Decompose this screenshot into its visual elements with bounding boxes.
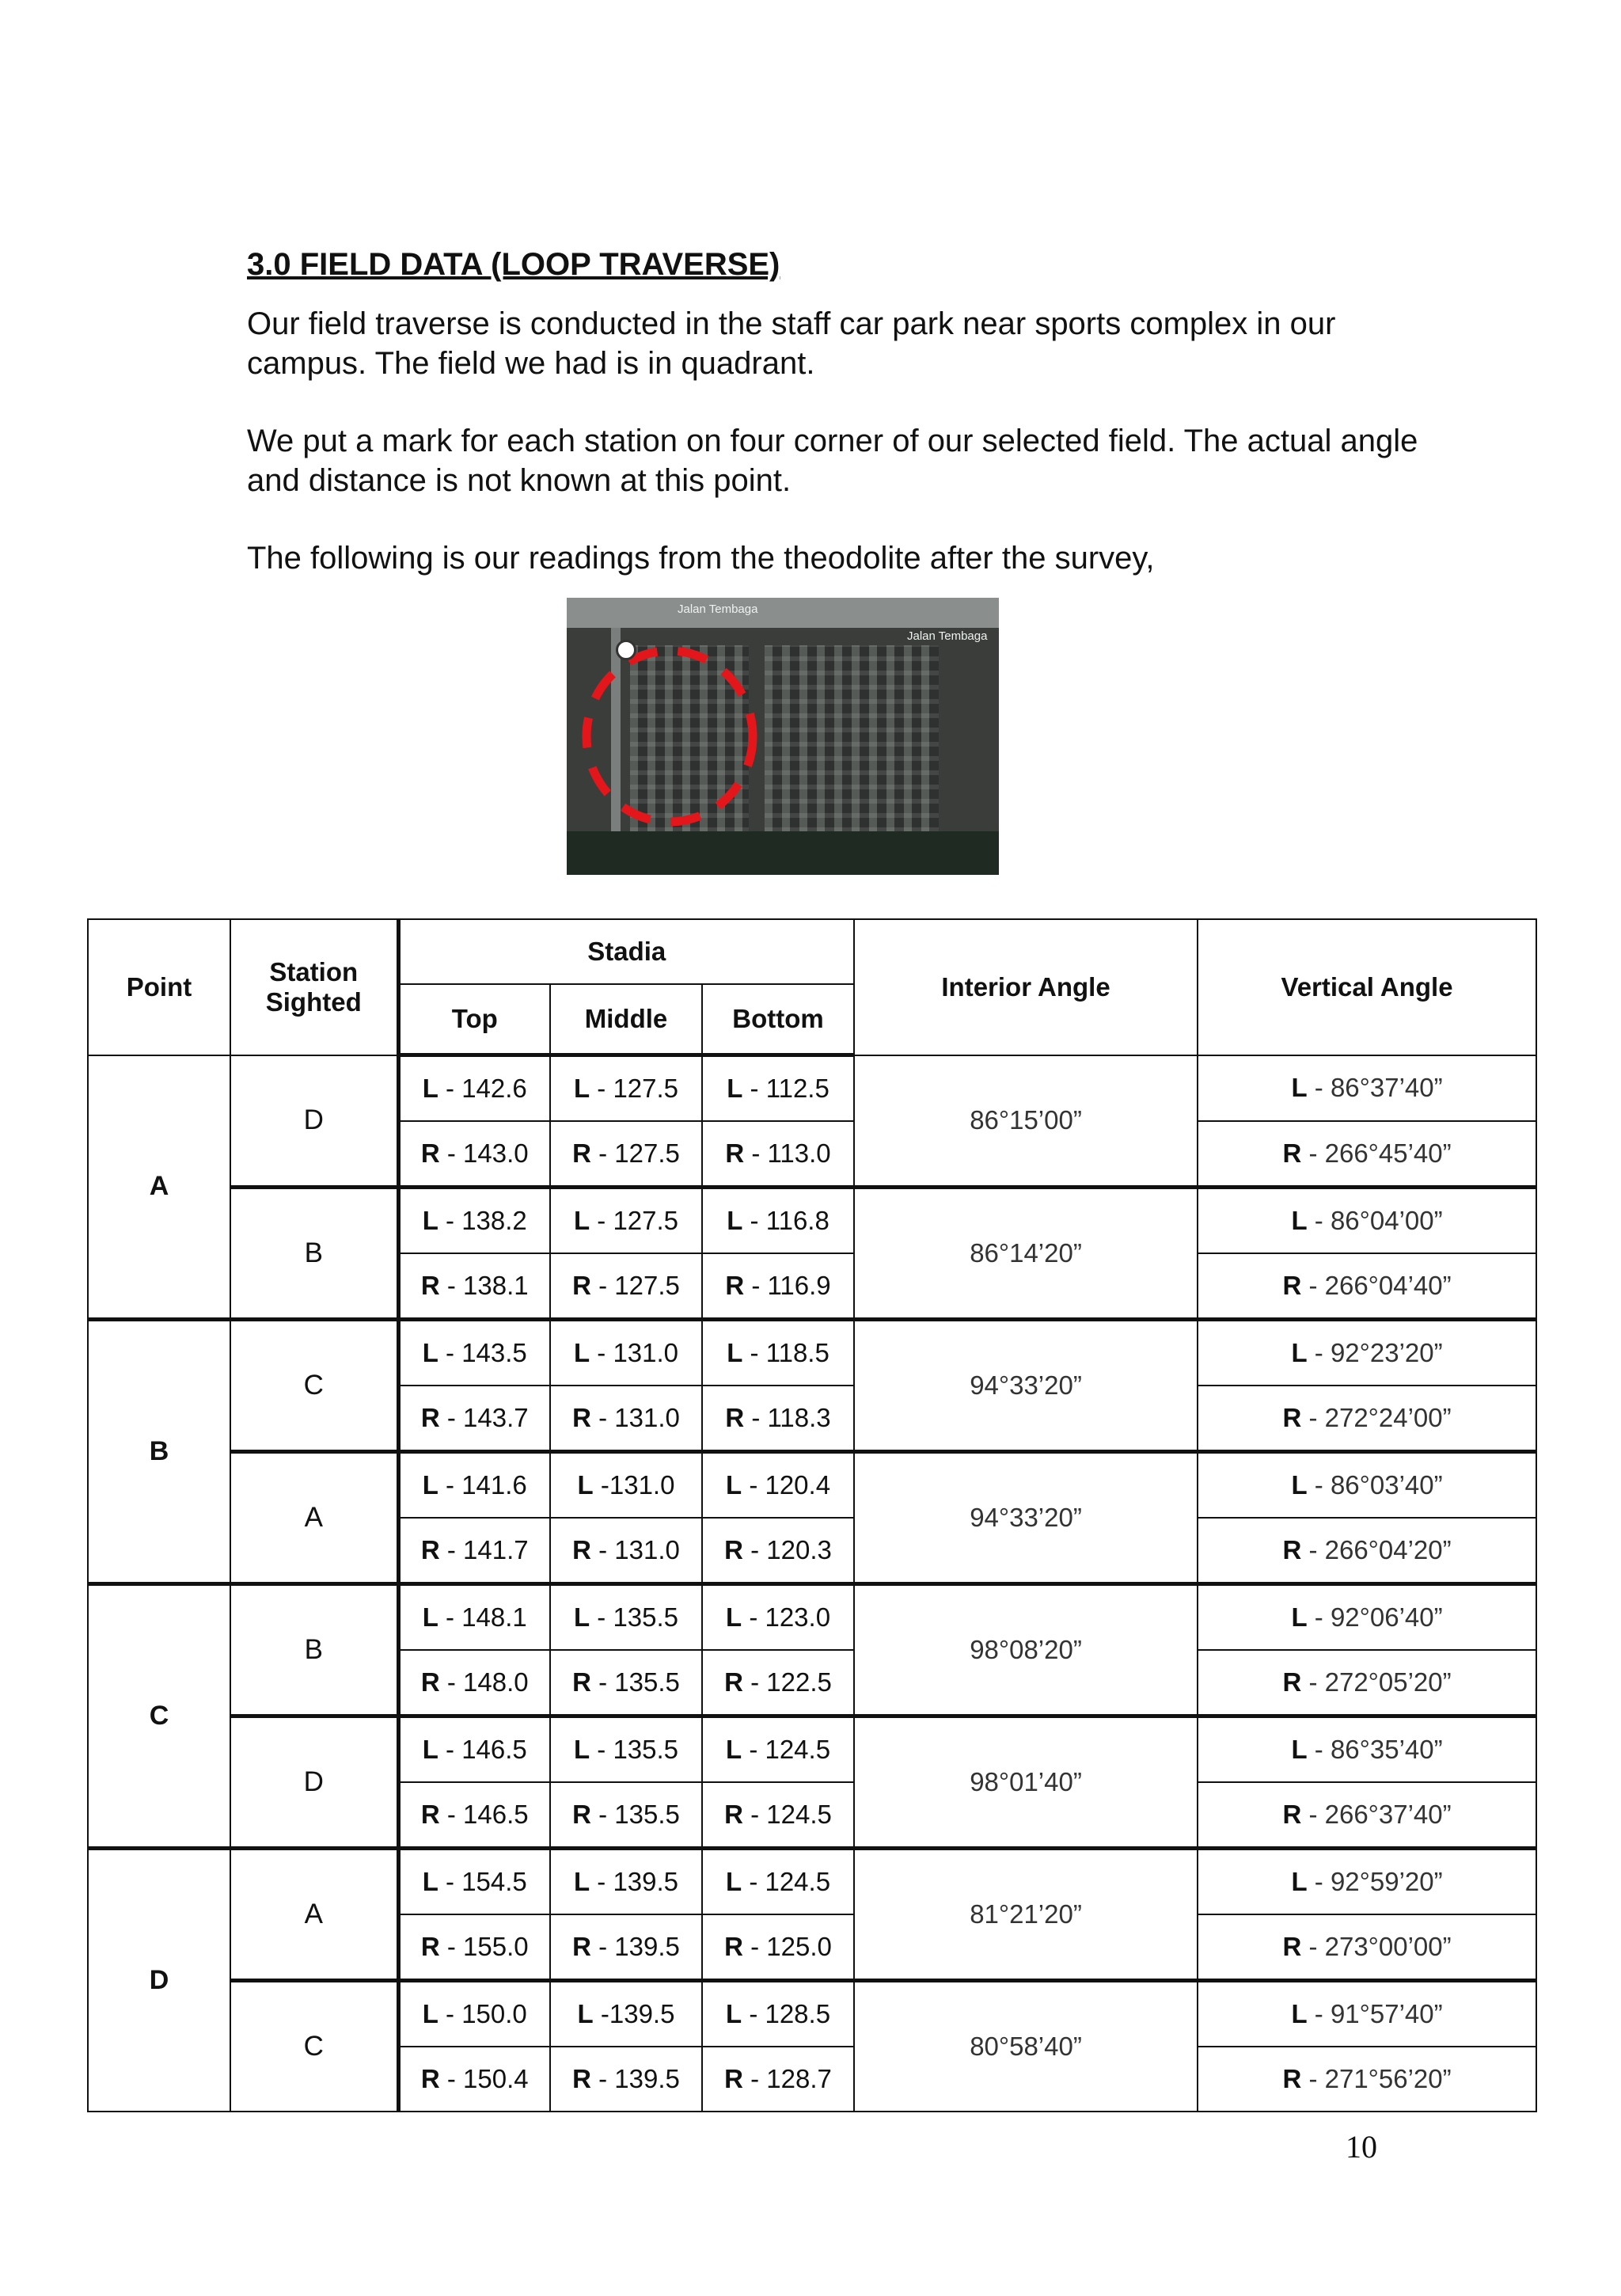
reading-value: - 91°57’40”: [1314, 1999, 1443, 2028]
reading-face-label: L: [577, 1999, 594, 2028]
stadia-middle-cell: [550, 1584, 702, 1651]
reading-value: - 86°03’40”: [1314, 1470, 1443, 1500]
stadia-bottom-cell: [702, 1849, 854, 1915]
stadia-middle-cell: [550, 1849, 702, 1915]
reading-face-label: R: [725, 1271, 745, 1300]
reading-face-label: R: [572, 1800, 591, 1829]
stadia-top-cell: [398, 1055, 550, 1122]
vertical-angle-cell: [1198, 2047, 1536, 2112]
reading-face-label: L: [1291, 1602, 1308, 1632]
stadia-top-cell: [398, 1320, 550, 1386]
station-sighted-cell: B: [230, 1584, 398, 1716]
reading-value: - 272°05’20”: [1308, 1667, 1452, 1697]
reading-face-label: R: [572, 1403, 591, 1432]
reading-face-label: L: [725, 1735, 742, 1764]
vertical-angle-cell: [1198, 1914, 1536, 1981]
interior-angle-cell: 98°01’40”: [854, 1716, 1198, 1849]
stadia-top-cell: [398, 1188, 550, 1254]
stadia-bottom-cell: [702, 1253, 854, 1320]
stadia-middle-cell: [550, 1716, 702, 1783]
reading-value: - 92°23’20”: [1314, 1338, 1443, 1367]
reading-value: - 127.5: [598, 1271, 680, 1300]
reading-value: - 139.5: [597, 1867, 679, 1896]
interior-angle-cell: 86°15’00”: [854, 1055, 1198, 1188]
reading-value: - 127.5: [597, 1206, 679, 1235]
reading-value: - 123.0: [749, 1602, 831, 1632]
stadia-bottom-cell: [702, 1386, 854, 1452]
reading-face-label: R: [1282, 1138, 1302, 1168]
reading-value: - 112.5: [750, 1074, 829, 1103]
reading-value: - 120.4: [749, 1470, 831, 1500]
reading-face-label: R: [420, 1667, 440, 1697]
reading-value: - 139.5: [598, 1932, 680, 1961]
stadia-top-cell: [398, 1121, 550, 1188]
vertical-angle-cell: [1198, 1782, 1536, 1849]
station-sighted-cell: D: [230, 1055, 398, 1188]
stadia-bottom-cell: [702, 1716, 854, 1783]
stadia-top-cell: [398, 1981, 550, 2047]
stadia-top-cell: [398, 1650, 550, 1716]
point-cell: B: [88, 1320, 230, 1584]
header-point: Point: [88, 919, 230, 1055]
reading-value: - 135.5: [597, 1735, 679, 1764]
stadia-middle-cell: [550, 1121, 702, 1188]
reading-face-label: L: [1291, 1999, 1308, 2028]
point-cell: A: [88, 1055, 230, 1320]
reading-face-label: R: [724, 1932, 743, 1961]
interior-angle-cell: 86°14’20”: [854, 1188, 1198, 1320]
station-sighted-cell: A: [230, 1849, 398, 1981]
stadia-middle-cell: [550, 2047, 702, 2112]
stadia-top-cell: [398, 1452, 550, 1519]
reading-value: - 143.5: [446, 1338, 527, 1367]
interior-angle-cell: 98°08’20”: [854, 1584, 1198, 1716]
reading-face-label: R: [572, 1932, 591, 1961]
stadia-middle-cell: [550, 1253, 702, 1320]
station-sighted-cell: C: [230, 1981, 398, 2112]
reading-value: - 272°24’00”: [1308, 1403, 1452, 1432]
reading-face-label: L: [1291, 1735, 1308, 1764]
reading-face-label: L: [422, 1867, 438, 1896]
stadia-top-cell: [398, 2047, 550, 2112]
stadia-middle-cell: [550, 1320, 702, 1386]
reading-face-label: R: [724, 1800, 743, 1829]
reading-face-label: R: [420, 1403, 440, 1432]
reading-face-label: R: [420, 1271, 440, 1300]
stadia-bottom-cell: [702, 2047, 854, 2112]
stadia-middle-cell: [550, 1914, 702, 1981]
reading-face-label: L: [573, 1867, 590, 1896]
header-top: Top: [398, 984, 550, 1055]
stadia-bottom-cell: [702, 1981, 854, 2047]
table-row: [88, 1981, 1536, 2047]
stadia-top-cell: [398, 1518, 550, 1584]
reading-face-label: L: [573, 1074, 590, 1103]
reading-face-label: L: [725, 1867, 742, 1896]
reading-value: - 124.5: [749, 1867, 831, 1896]
stadia-bottom-cell: [702, 1121, 854, 1188]
reading-face-label: R: [1282, 1403, 1302, 1432]
table-row: [88, 1716, 1536, 1783]
vertical-angle-cell: [1198, 1584, 1536, 1651]
reading-value: - 135.5: [598, 1667, 680, 1697]
stadia-middle-cell: [550, 1650, 702, 1716]
reading-face-label: L: [422, 1206, 438, 1235]
page-number: 10: [1346, 2129, 1377, 2165]
header-stadia: Stadia: [398, 919, 854, 984]
reading-face-label: R: [572, 1271, 591, 1300]
reading-value: -139.5: [600, 1999, 675, 2028]
reading-value: - 146.5: [446, 1735, 527, 1764]
vertical-angle-cell: [1198, 1452, 1536, 1519]
reading-value: - 118.5: [750, 1338, 829, 1367]
reading-face-label: L: [725, 1470, 742, 1500]
reading-value: - 86°37’40”: [1314, 1073, 1443, 1103]
reading-face-label: R: [1282, 1667, 1302, 1697]
stadia-bottom-cell: [702, 1782, 854, 1849]
reading-face-label: L: [727, 1206, 743, 1235]
reading-face-label: L: [573, 1206, 590, 1235]
reading-value: - 271°56’20”: [1308, 2064, 1452, 2093]
reading-value: - 135.5: [598, 1800, 680, 1829]
reading-value: - 150.0: [446, 1999, 527, 2028]
reading-face-label: R: [1282, 1800, 1302, 1829]
reading-face-label: L: [727, 1074, 743, 1103]
paragraph-readings-intro: The following is our readings from the theodolite after the survey,: [247, 541, 1155, 576]
header-interior-angle: Interior Angle: [854, 919, 1198, 1055]
reading-value: - 142.6: [446, 1074, 527, 1103]
reading-face-label: R: [572, 1535, 591, 1564]
stadia-bottom-cell: [702, 1650, 854, 1716]
section-heading: 3.0 FIELD DATA (LOOP TRAVERSE): [247, 247, 780, 282]
stadia-top-cell: [398, 1782, 550, 1849]
reading-face-label: R: [420, 2064, 440, 2093]
reading-face-label: L: [725, 1999, 742, 2028]
reading-value: - 135.5: [597, 1602, 679, 1632]
reading-face-label: L: [422, 1735, 438, 1764]
reading-face-label: L: [573, 1602, 590, 1632]
reading-face-label: R: [1282, 1932, 1302, 1961]
reading-face-label: L: [1291, 1206, 1308, 1235]
reading-value: - 146.5: [446, 1800, 529, 1829]
stadia-top-cell: [398, 1716, 550, 1783]
reading-value: - 148.1: [446, 1602, 527, 1632]
reading-face-label: R: [1282, 2064, 1302, 2093]
reading-value: - 266°04’40”: [1308, 1271, 1452, 1300]
reading-value: - 128.7: [750, 2064, 832, 2093]
reading-value: - 266°45’40”: [1308, 1138, 1452, 1168]
stadia-bottom-cell: [702, 1518, 854, 1584]
reading-face-label: L: [422, 1338, 438, 1367]
reading-value: - 148.0: [446, 1667, 529, 1697]
point-cell: D: [88, 1849, 230, 2112]
reading-face-label: L: [422, 1470, 438, 1500]
paragraph-stations: We put a mark for each station on four corner of our selected field. The actual angle and distance is not known at this point.: [247, 424, 1418, 498]
vertical-angle-cell: [1198, 1716, 1536, 1783]
vertical-angle-cell: [1198, 1981, 1536, 2047]
reading-value: - 266°04’20”: [1308, 1535, 1452, 1564]
reading-value: - 127.5: [597, 1074, 679, 1103]
stadia-middle-cell: [550, 1386, 702, 1452]
reading-value: -131.0: [600, 1470, 675, 1500]
reading-face-label: L: [422, 1074, 438, 1103]
reading-face-label: L: [422, 1602, 438, 1632]
reading-face-label: R: [1282, 1271, 1302, 1300]
reading-value: - 113.0: [751, 1138, 831, 1168]
reading-face-label: R: [1282, 1535, 1302, 1564]
reading-face-label: R: [420, 1138, 440, 1168]
stadia-top-cell: [398, 1584, 550, 1651]
reading-face-label: R: [420, 1535, 440, 1564]
stadia-bottom-cell: [702, 1320, 854, 1386]
vertical-angle-cell: [1198, 1121, 1536, 1188]
stadia-middle-cell: [550, 1188, 702, 1254]
stadia-middle-cell: [550, 1518, 702, 1584]
reading-value: - 120.3: [750, 1535, 832, 1564]
reading-value: - 143.0: [446, 1138, 529, 1168]
stadia-bottom-cell: [702, 1452, 854, 1519]
table-row: [88, 1452, 1536, 1519]
stadia-bottom-cell: [702, 1914, 854, 1981]
station-sighted-cell: B: [230, 1188, 398, 1320]
reading-face-label: L: [422, 1999, 438, 2028]
header-vertical-angle: Vertical Angle: [1198, 919, 1536, 1055]
reading-face-label: R: [725, 1138, 745, 1168]
traverse-loop-marker: [567, 598, 999, 875]
vertical-angle-cell: [1198, 1650, 1536, 1716]
interior-angle-cell: 94°33’20”: [854, 1320, 1198, 1452]
reading-value: - 143.7: [446, 1403, 529, 1432]
header-middle: Middle: [550, 984, 702, 1055]
station-sighted-cell: D: [230, 1716, 398, 1849]
reading-value: - 131.0: [598, 1403, 680, 1432]
header-bottom: Bottom: [702, 984, 854, 1055]
vertical-angle-cell: [1198, 1320, 1536, 1386]
reading-value: - 124.5: [749, 1735, 831, 1764]
reading-value: - 131.0: [597, 1338, 679, 1367]
paragraph-location: Our field traverse is conducted in the staff car park near sports complex in our campus. The field we had is in quadrant.: [247, 306, 1336, 381]
reading-value: - 92°59’20”: [1314, 1867, 1443, 1896]
vertical-angle-cell: [1198, 1518, 1536, 1584]
reading-face-label: L: [1291, 1073, 1308, 1103]
vertical-angle-cell: [1198, 1849, 1536, 1915]
reading-face-label: L: [1291, 1470, 1308, 1500]
reading-face-label: R: [724, 1667, 743, 1697]
reading-face-label: L: [577, 1470, 594, 1500]
reading-value: - 122.5: [750, 1667, 832, 1697]
reading-face-label: R: [572, 1667, 591, 1697]
stadia-middle-cell: [550, 1981, 702, 2047]
vertical-angle-cell: [1198, 1055, 1536, 1122]
table-row: [88, 1055, 1536, 1122]
reading-value: - 138.2: [446, 1206, 527, 1235]
vertical-angle-cell: [1198, 1188, 1536, 1254]
reading-face-label: R: [420, 1932, 440, 1961]
reading-face-label: L: [725, 1602, 742, 1632]
reading-value: - 118.3: [751, 1403, 831, 1432]
table-row: [88, 1849, 1536, 1915]
reading-face-label: R: [724, 1535, 743, 1564]
reading-value: - 139.5: [598, 2064, 680, 2093]
reading-value: - 116.8: [750, 1206, 829, 1235]
reading-face-label: L: [573, 1735, 590, 1764]
stadia-bottom-cell: [702, 1055, 854, 1122]
theodolite-readings-table: [87, 918, 1537, 2112]
reading-value: - 127.5: [598, 1138, 680, 1168]
interior-angle-cell: 80°58’40”: [854, 1981, 1198, 2112]
reading-value: - 150.4: [446, 2064, 529, 2093]
reading-value: - 266°37’40”: [1308, 1800, 1452, 1829]
vertical-angle-cell: [1198, 1386, 1536, 1452]
vertical-angle-cell: [1198, 1253, 1536, 1320]
reading-value: - 155.0: [446, 1932, 529, 1961]
reading-face-label: R: [572, 1138, 591, 1168]
reading-face-label: L: [727, 1338, 743, 1367]
stadia-middle-cell: [550, 1055, 702, 1122]
table-row: [88, 1188, 1536, 1254]
table-row: [88, 1320, 1536, 1386]
header-station-sighted: Station Sighted: [230, 919, 398, 1055]
stadia-top-cell: [398, 1914, 550, 1981]
interior-angle-cell: 81°21’20”: [854, 1849, 1198, 1981]
stadia-bottom-cell: [702, 1188, 854, 1254]
map-road-label: Jalan Tembaga: [678, 603, 758, 616]
reading-value: - 154.5: [446, 1867, 527, 1896]
reading-face-label: R: [725, 1403, 745, 1432]
reading-face-label: R: [724, 2064, 743, 2093]
map-road-label: Jalan Tembaga: [907, 629, 988, 643]
reading-value: - 128.5: [749, 1999, 831, 2028]
reading-value: - 125.0: [750, 1932, 832, 1961]
stadia-middle-cell: [550, 1452, 702, 1519]
point-cell: C: [88, 1584, 230, 1849]
station-sighted-cell: A: [230, 1452, 398, 1584]
reading-value: - 138.1: [446, 1271, 529, 1300]
reading-face-label: R: [572, 2064, 591, 2093]
reading-value: - 131.0: [598, 1535, 680, 1564]
reading-value: - 141.6: [446, 1470, 527, 1500]
reading-value: - 86°04’00”: [1314, 1206, 1443, 1235]
stadia-top-cell: [398, 1386, 550, 1452]
table-row: [88, 1584, 1536, 1651]
reading-face-label: L: [1291, 1867, 1308, 1896]
reading-value: - 116.9: [751, 1271, 831, 1300]
reading-value: - 86°35’40”: [1314, 1735, 1443, 1764]
reading-value: - 124.5: [750, 1800, 832, 1829]
reading-value: - 141.7: [446, 1535, 529, 1564]
reading-face-label: L: [1291, 1338, 1308, 1367]
reading-value: - 273°00’00”: [1308, 1932, 1452, 1961]
interior-angle-cell: 94°33’20”: [854, 1452, 1198, 1584]
car-park-satellite-image: [567, 598, 999, 875]
reading-face-label: L: [573, 1338, 590, 1367]
map-location-pin-icon: [616, 640, 636, 660]
readings-table-body: [88, 1055, 1536, 2112]
stadia-bottom-cell: [702, 1584, 854, 1651]
reading-face-label: R: [420, 1800, 440, 1829]
stadia-top-cell: [398, 1253, 550, 1320]
stadia-top-cell: [398, 1849, 550, 1915]
reading-value: - 92°06’40”: [1314, 1602, 1443, 1632]
station-sighted-cell: C: [230, 1320, 398, 1452]
stadia-middle-cell: [550, 1782, 702, 1849]
